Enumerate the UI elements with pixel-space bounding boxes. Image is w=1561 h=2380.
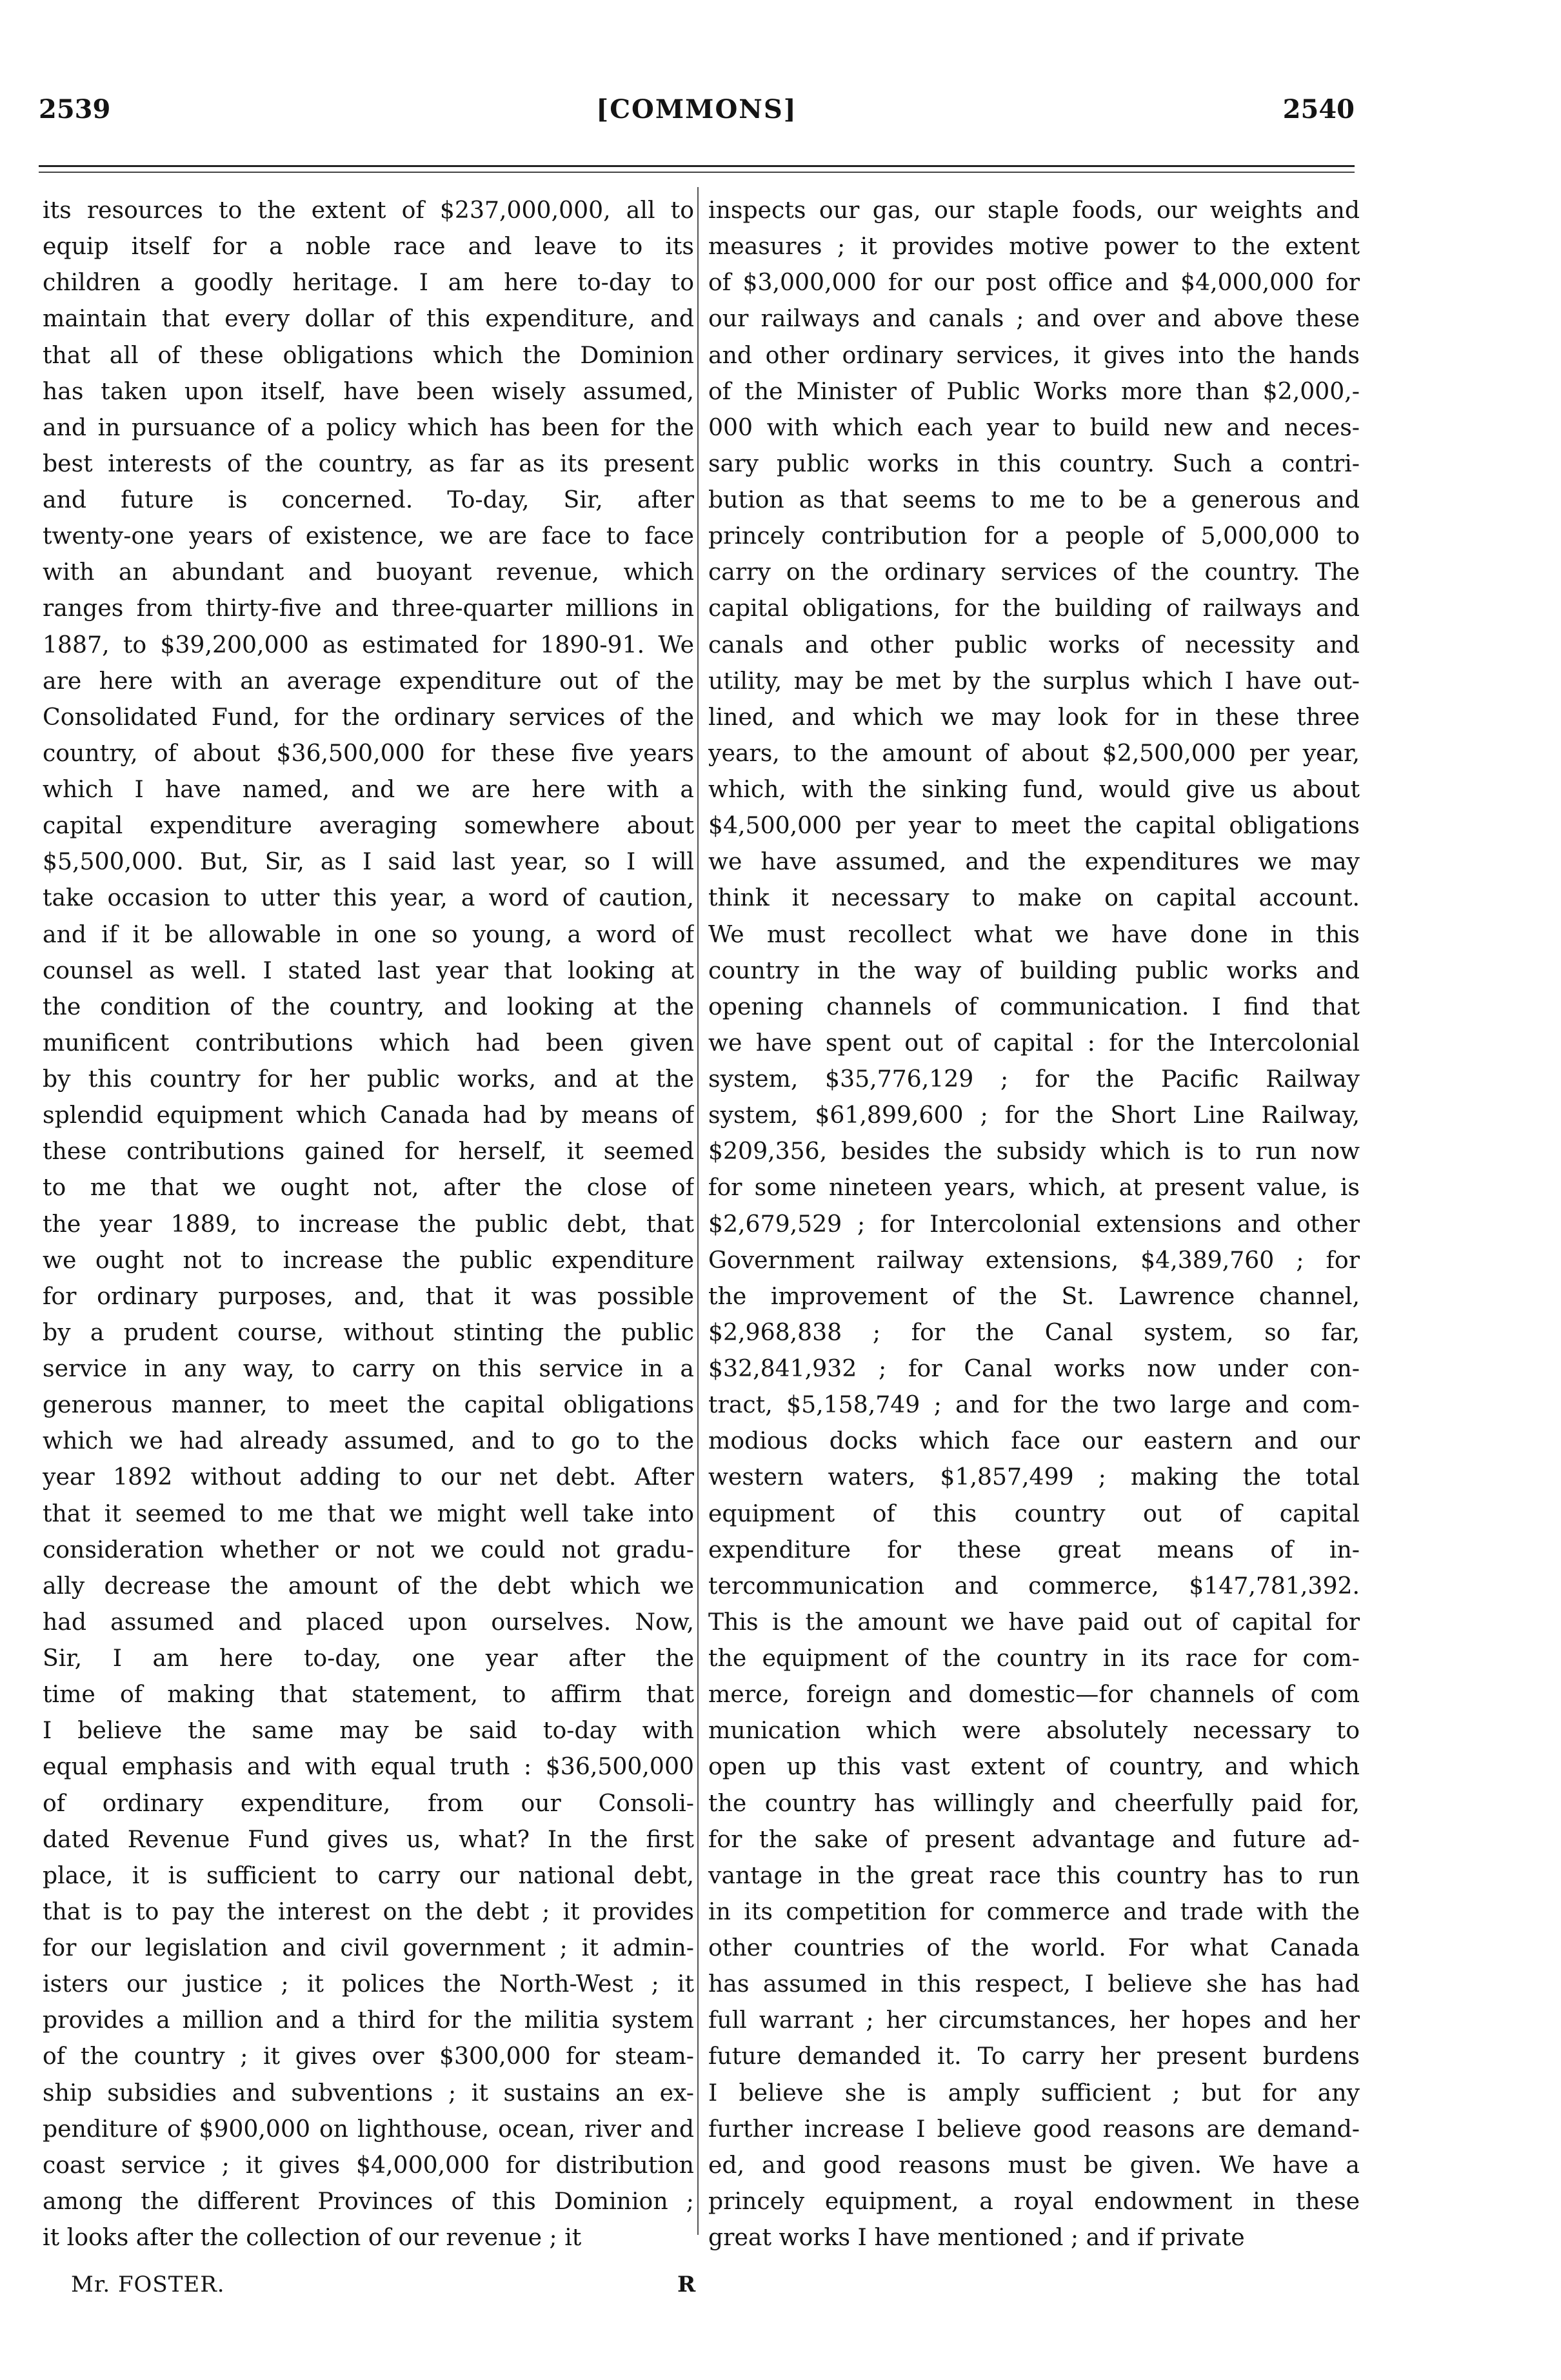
right-text-column (708, 192, 1360, 2256)
text-line: other countries of the world. For what Canada (708, 1934, 1360, 1961)
text-line: capital obligations, for the building of railways and (708, 594, 1360, 622)
column-divider (697, 187, 699, 2235)
text-line: we ought not to increase the public expenditure (43, 1245, 694, 1274)
text-line: of $3,000,000 for our post office and $4,000,000 for (708, 268, 1360, 297)
text-line: equip itself for a noble race and leave to its (43, 232, 694, 261)
text-line: generous manner, to meet the capital obligations (43, 1391, 694, 1419)
text-line: counsel as well. I stated last year that looking at (43, 956, 694, 984)
text-line: 000 with which each year to build new and neces- (708, 413, 1360, 441)
text-line: had assumed and placed upon ourselves. Now, (43, 1607, 694, 1636)
text-line: munication which were absolutely necessary to (708, 1716, 1360, 1745)
text-line: inspects our gas, our staple foods, our weights and (708, 196, 1360, 224)
text-line: This is the amount we have paid out of capital for (708, 1607, 1360, 1636)
text-line: $32,841,932 ; for Canal works now under con- (708, 1354, 1360, 1382)
left-text-column (43, 192, 694, 2256)
text-line: coast service ; it gives $4,000,000 for distribution (43, 2150, 694, 2179)
text-line: the equipment of the country in its race for com- (708, 1644, 1360, 1672)
text-line: for our legislation and civil government ; it admin- (43, 1934, 694, 1961)
text-line: equipment of this country out of capital (708, 1499, 1360, 1527)
text-line: future demanded it. To carry her present burdens (708, 2042, 1360, 2070)
text-line: twenty-one years of existence, we are face to face (43, 522, 694, 550)
text-line: which we had already assumed, and to go to the (43, 1427, 694, 1455)
text-line: ally decrease the amount of the debt which we (43, 1571, 694, 1600)
text-line: tract, $5,158,749 ; and for the two large and com- (708, 1391, 1360, 1419)
text-line: the improvement of the St. Lawrence channel, (708, 1282, 1360, 1310)
text-line: system, $61,899,600 ; for the Short Line Railway, (708, 1101, 1360, 1129)
text-line: to me that we ought not, after the close of (43, 1173, 694, 1202)
text-line: canals and other public works of necessity and (708, 630, 1360, 659)
text-line: Consolidated Fund, for the ordinary services of the (43, 702, 694, 731)
text-line: and future is concerned. To-day, Sir, after (43, 486, 694, 513)
text-line: which, with the sinking fund, would give us about (708, 775, 1360, 803)
page-number-right: 2540 (1282, 94, 1355, 124)
text-line: of the Minister of Public Works more than $2,000,- (708, 377, 1360, 405)
text-line: further increase I believe good reasons are demand- (708, 2114, 1360, 2143)
text-line: Sir, I am here to-day, one year after the (43, 1644, 694, 1672)
text-line: best interests of the country, as far as its present (43, 449, 694, 477)
text-line: consideration whether or not we could not gradu- (43, 1535, 694, 1563)
text-line: these contributions gained for herself, it seemed (43, 1137, 694, 1165)
text-line: service in any way, to carry on this service in a (43, 1354, 694, 1382)
text-line: country, of about $36,500,000 for these five years (43, 739, 694, 767)
text-line: sary public works in this country. Such a contri- (708, 449, 1360, 477)
text-line: for some nineteen years, which, at present value, is (708, 1173, 1360, 1202)
text-line: princely equipment, a royal endowment in these (708, 2187, 1360, 2215)
text-line: capital expenditure averaging somewhere about (43, 811, 694, 840)
text-line: I believe she is amply sufficient ; but for any (708, 2078, 1360, 2107)
text-line: place, it is sufficient to carry our national debt, (43, 1861, 694, 1889)
header-rule-bottom (39, 172, 1355, 173)
text-line: that it seemed to me that we might well take into (43, 1499, 694, 1527)
text-line: lined, and which we may look for in these three (708, 702, 1360, 731)
text-line: take occasion to utter this year, a word of caution, (43, 884, 694, 912)
text-line: $2,968,838 ; for the Canal system, so far, (708, 1318, 1360, 1346)
text-line: time of making that statement, to affirm that (43, 1680, 694, 1709)
text-line: and if it be allowable in one so young, a word of (43, 920, 694, 948)
text-line: years, to the amount of about $2,500,000 per year, (708, 739, 1360, 767)
page-number-left: 2539 (39, 94, 111, 124)
page-title: [COMMONS] (596, 94, 797, 124)
text-line: has assumed in this respect, I believe she has had (708, 1970, 1360, 1998)
page-footer (39, 2266, 1355, 2303)
text-line: $2,679,529 ; for Intercolonial extensions and other (708, 1209, 1360, 1238)
text-line: western waters, $1,857,499 ; making the total (708, 1463, 1360, 1491)
text-line: by this country for her public works, and at the (43, 1065, 694, 1093)
text-line: which I have named, and we are here with a (43, 775, 694, 803)
text-line: isters our justice ; it polices the North-West ; it (43, 1970, 694, 1998)
text-line: open up this vast extent of country, and which (708, 1752, 1360, 1781)
text-line: splendid equipment which Canada had by means of (43, 1101, 694, 1129)
text-line: of ordinary expenditure, from our Consoli- (43, 1789, 694, 1817)
text-line: ship subsidies and subventions ; it sustains an ex- (43, 2078, 694, 2107)
text-line: the condition of the country, and looking at the (43, 992, 694, 1020)
text-line: I believe the same may be said to-day with (43, 1716, 694, 1745)
text-line: carry on the ordinary services of the country. The (708, 558, 1360, 586)
text-line: are here with an average expenditure out of the (43, 666, 694, 695)
signature-mark: R (677, 2272, 696, 2297)
text-line: measures ; it provides motive power to the extent (708, 232, 1360, 261)
text-line: by a prudent course, without stinting the public (43, 1318, 694, 1346)
text-line: for ordinary purposes, and, that it was possible (43, 1282, 694, 1310)
text-line: tercommunication and commerce, $147,781,392. (708, 1571, 1360, 1600)
text-line: it looks after the collection of our revenue ; it (43, 2223, 582, 2251)
text-line: has taken upon itself, have been wisely assumed, (43, 377, 694, 405)
text-line: we have assumed, and the expenditures we may (708, 848, 1360, 876)
text-line: think it necessary to make on capital account. (708, 884, 1360, 912)
text-line: $209,356, besides the subsidy which is to run now (708, 1137, 1360, 1165)
text-line: vantage in the great race this country has to run (708, 1861, 1360, 1889)
text-line: Government railway extensions, $4,389,760 ; for (708, 1245, 1360, 1274)
speaker-footer: Mr. FOSTER. (71, 2272, 225, 2297)
text-line: princely contribution for a people of 5,000,000 to (708, 522, 1360, 550)
text-line: our railways and canals ; and over and above these (708, 304, 1360, 333)
page-header (39, 90, 1355, 129)
header-rule-top (39, 165, 1355, 167)
text-line: ranges from thirty-five and three-quarter millions in (43, 594, 694, 622)
text-line: children a goodly heritage. I am here to-day to (43, 268, 694, 297)
text-line: country in the way of building public works and (708, 956, 1360, 984)
text-line: that all of these obligations which the Dominion (43, 341, 694, 369)
text-line: $4,500,000 per year to meet the capital obligations (708, 811, 1360, 840)
text-line: for the sake of present advantage and future ad- (708, 1825, 1360, 1853)
text-line: ed, and good reasons must be given. We have a (708, 2150, 1360, 2179)
text-line: merce, foreign and domestic—for channels of com (708, 1680, 1360, 1709)
text-line: system, $35,776,129 ; for the Pacific Railway (708, 1065, 1360, 1093)
text-line: penditure of $900,000 on lighthouse, ocean, river and (43, 2114, 694, 2143)
text-line: munificent contributions which had been given (43, 1028, 694, 1056)
text-line: and in pursuance of a policy which has been for the (43, 413, 694, 441)
text-line: its resources to the extent of $237,000,000, all to (43, 196, 694, 224)
text-line: great works I have mentioned ; and if private (708, 2223, 1245, 2251)
text-line: of the country ; it gives over $300,000 for steam- (43, 2042, 694, 2070)
text-line: and other ordinary services, it gives into the hands (708, 341, 1360, 369)
text-line: dated Revenue Fund gives us, what? In the first (43, 1825, 694, 1853)
text-line: that is to pay the interest on the debt ; it provides (43, 1897, 694, 1925)
text-line: among the different Provinces of this Dominion ; (43, 2187, 694, 2215)
text-line: in its competition for commerce and trade with the (708, 1897, 1360, 1925)
text-line: maintain that every dollar of this expenditure, and (43, 304, 694, 333)
text-line: we have spent out of capital : for the Intercolonial (708, 1028, 1360, 1056)
text-line: $5,500,000. But, Sir, as I said last year, so I will (43, 848, 694, 876)
text-line: provides a million and a third for the militia system (43, 2006, 694, 2034)
text-line: the country has willingly and cheerfully paid for, (708, 1789, 1360, 1817)
text-line: full warrant ; her circumstances, her hopes and her (708, 2006, 1360, 2034)
text-line: utility, may be met by the surplus which I have out- (708, 666, 1360, 695)
text-line: the year 1889, to increase the public debt, that (43, 1209, 694, 1238)
text-line: We must recollect what we have done in this (708, 920, 1360, 948)
text-line: bution as that seems to me to be a generous and (708, 486, 1360, 513)
text-line: year 1892 without adding to our net debt. After (43, 1463, 694, 1491)
text-line: opening channels of communication. I find that (708, 992, 1360, 1020)
text-line: with an abundant and buoyant revenue, which (43, 558, 694, 586)
text-line: modious docks which face our eastern and our (708, 1427, 1360, 1455)
text-line: equal emphasis and with equal truth : $36,500,000 (43, 1752, 694, 1781)
text-line: expenditure for these great means of in- (708, 1535, 1360, 1563)
text-line: 1887, to $39,200,000 as estimated for 1890-91. We (43, 630, 694, 659)
